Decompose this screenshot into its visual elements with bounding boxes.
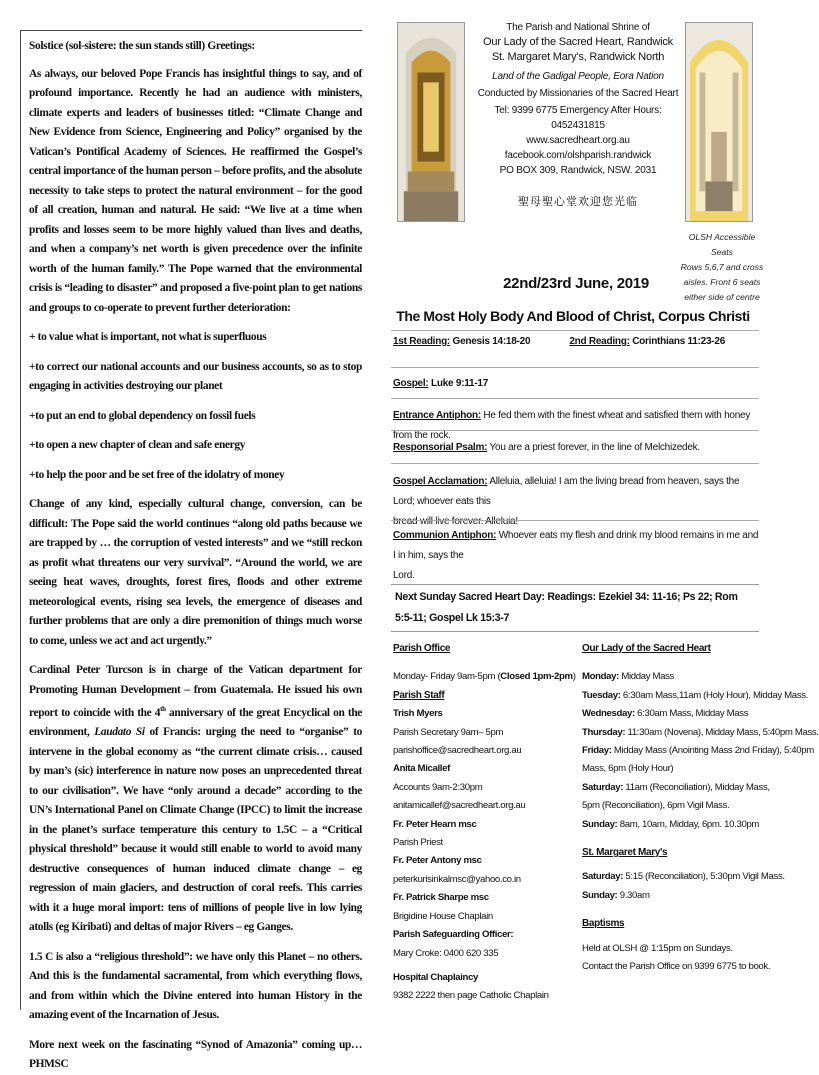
mass-times-section: Our Lady of the Sacred Heart Monday: Midday Mass Tuesday: 6:30am Mass,11am (Holy Hour), Midday Mass. Wednesday: 6:30am Mass, Midday Mass Thursday: 11:30am (Novena), Midday Mass, 5:40pm Mass. Friday: Midday Mass (Anointing Mass 2nd Friday), 5:40pm Mass, 6pm (Holy Hour) Saturday: 11am (Reconciliation), Midday Mass, 5pm (Reconciliation), 6pm Vigil Mass. Sunday: 8am, 10am, Midday, 6pm. 10.30pm St. Margaret Mary's Saturday: 5:15 (Reconciliation), 5:30pm Vigil Mass. Sunday: 9.30am Baptisms Held at OLSH @ 1:15pm on Sundays. Contact the Parish Office on 9399 6775 to book. [582,640,760,977]
parish-info-column [383,12,819,1012]
parish-staff-heading: Parish Staff [393,689,445,701]
parish-name: Our Lady of the Sacred Heart, Randwick [483,36,673,48]
baptisms-heading: Baptisms [582,918,625,930]
website-link[interactable]: www.sacredheart.org.au [526,135,630,146]
divider [391,463,759,464]
entrance-antiphon: Entrance Antiphon: He fed them with the finest wheat and satisfied them with honey from the rock. [393,410,751,441]
closing-line: More next week on the fascinating “Synod of Amazonia” coming up… PHMSC [29,1038,362,1071]
threshold-paragraph: 1.5 C is also a “religious threshold”: we have only this Planet – no others. And this is the fundamental sacramental, from which everything flows, and from within which the Divine entered into human History in the amazing event of the Incarnation of Jesus. [29,950,362,1022]
church-interior-photo [685,22,753,222]
parish-header: The Parish and National Shrine of Our Lady of the Sacred Heart, Randwick St. Margaret Mary's, Randwick North Land of the Gadigal People, Eora Nation Conducted by Missionaries of the Sacred Heart Tel: 9399 6775 Emergency After Hours: 0452431815 www.sacredheart.org.au facebook.com/olshparish.randwick PO BOX 309, Randwick, NSW. 2031 聖母聖心堂欢迎您光临 [475,20,681,209]
divider [391,330,759,331]
bulletin-date: 22nd/23rd June, 2019 [503,275,649,292]
divider [391,398,759,399]
parish-office-heading: Parish Office [393,643,451,654]
divider [391,367,759,368]
plan-point: +to open a new chapter of clean and safe energy [29,439,246,451]
parish-office-section: Parish Office Monday- Friday 9am-5pm (Closed 1pm-2pm) Parish Staff Trish Myers Parish Secretary 9am– 5pm parishoffice@sacredheart.org.au Anita Micallef Accounts 9am-2:30pm anitamicallef@sacredheart.org.au Fr. Peter Hearn msc Parish Priest Fr. Peter Antony msc peterkurisinkalmsc@yahoo.co.in Fr. Patrick Sharpe msc Brigidine House Chaplain Parish Safeguarding Officer: Mary Croke: 0400 620 335 Hospital Chaplaincy 9382 2222 then page Catholic Chaplain [393,640,573,1006]
plan-point: +to help the poor and be set free of the idolatry of money [29,468,285,481]
next-sunday-readings: Next Sunday Sacred Heart Day: Readings: Ezekiel 34: 11-16; Ps 22; Rom 5:5-11; Gospel Lk 15:3-7 [391,584,759,632]
church-altar-photo [397,22,465,222]
chinese-welcome: 聖母聖心堂欢迎您光临 [518,195,638,208]
plan-point: +to put an end to global dependency on fossil fuels [29,409,256,422]
olsh-heading: Our Lady of the Sacred Heart [582,643,711,654]
facebook-link[interactable]: facebook.com/olshparish.randwick [504,150,652,161]
accessible-seats-note: OLSH Accessible Seats Rows 5,6,7 and cross aisles. Front 6 seats either side of centre [680,232,764,302]
email-link[interactable]: anitamicallef@sacredheart.org.au [393,800,526,812]
divider [391,430,759,431]
readings-row: 1st Reading: Genesis 14:18-20 2nd Reading: Corinthians 11:23-26 [393,336,726,347]
cultural-change-paragraph: Change of any kind, especially cultural change, conversion, can be difficult: The Pope said the world continues “along old paths because we are trapped by … the corruption of vested interests” and we “still reckon as profit what threatens our very survival”. “Around the world, we are seeing heat waves, droughts, forest fires, floods and other extreme meteorological events, rising sea levels, the emergence of diseases and further problems that are only a dire premonition of things much worse to come, unless we act and act urgently.” [29,498,362,647]
plan-point: + to value what is important, not what is superfluous [29,331,267,343]
greeting: Solstice (sol-sistere: the sun stands still) Greetings: [29,40,255,52]
responsorial-psalm: Responsorial Psalm: You are a priest forever, in the line of Melchizedek. [393,442,700,453]
office-hours: Monday- Friday 9am-5pm (Closed 1pm-2pm) [393,671,576,683]
divider [391,520,759,521]
email-link[interactable]: parishoffice@sacredheart.org.au [393,745,522,757]
plan-point: +to correct our national accounts and our business accounts, so as to stop engaging in activities destroying our planet [29,360,362,392]
gospel-row: Gospel: Luke 9:11-17 [393,378,489,389]
cardinal-turcson-paragraph: Cardinal Peter Turcson is in charge of the Vatican department for Promoting Human Development – from Guatemala. He issued his own report to coincide with the 4th anniversary of the great Encyclical on the environment, Laudato Si of Francis: urging the need to “organise” to intervene in the global economy as “the current climate crisis… caused by man’s (sic) interference in nature now poses an unprecedented threat to our civilisation”. We have “only around a decade” according to the UN’s International Panel on Climate Change (IPCC) to limit the increase in the planet’s surface temperature this century to 1.5C – a “Critical physical threshold” because it would still enable to world to avoid many destructive consequences of human induced climate change – eg regression of main glaciers, and destruction of coral reefs. This carries with it a huge moral import: tens of millions of people live in low lying atolls (eg Kiribati) and deltas of major Rivers – eg Ganges. [29,664,363,934]
communion-antiphon: Communion Antiphon: Whoever eats my flesh and drink my blood remains in me and I in him, says the Lord. [393,530,759,581]
reflection-column [20,30,363,1071]
gospel-acclamation: Gospel Acclamation: Alleluia, alleluia! I am the living bread from heaven, says the Lord; whoever eats this bread will live forever. Alleluia! [393,476,740,527]
email-link[interactable]: peterkurisinkalmsc@yahoo.co.in [393,873,521,885]
smm-heading: St. Margaret Mary's [582,847,668,859]
feast-title: The Most Holy Body And Blood of Christ, Corpus Christi [396,308,750,324]
pope-francis-paragraph: As always, our beloved Pope Francis has insightful things to say, and of profound importance. Recently he had an audience with ministers, climate experts and leaders of businesses titled: “Climate Change and New Evidence from Science, Engineering and Policy” organised by the Vatican’s Pontifical Academy of Sciences. He reaffirmed the Gospel’s central importance of the human person – before profits, and the absolute necessity to take steps to protect the natural environment – for the good of all creation, human and natural. He said: “We live at a time when profits and losses seem to be more highly valued than lives and deaths, and when a company’s net worth is given precedence over the infinite worth of the human family.” The Pope warned that the environmental crisis is “leading to disaster” and proposed a five-point plan to get nations and groups to co-operate to prevent further deterioration: [29,67,362,314]
